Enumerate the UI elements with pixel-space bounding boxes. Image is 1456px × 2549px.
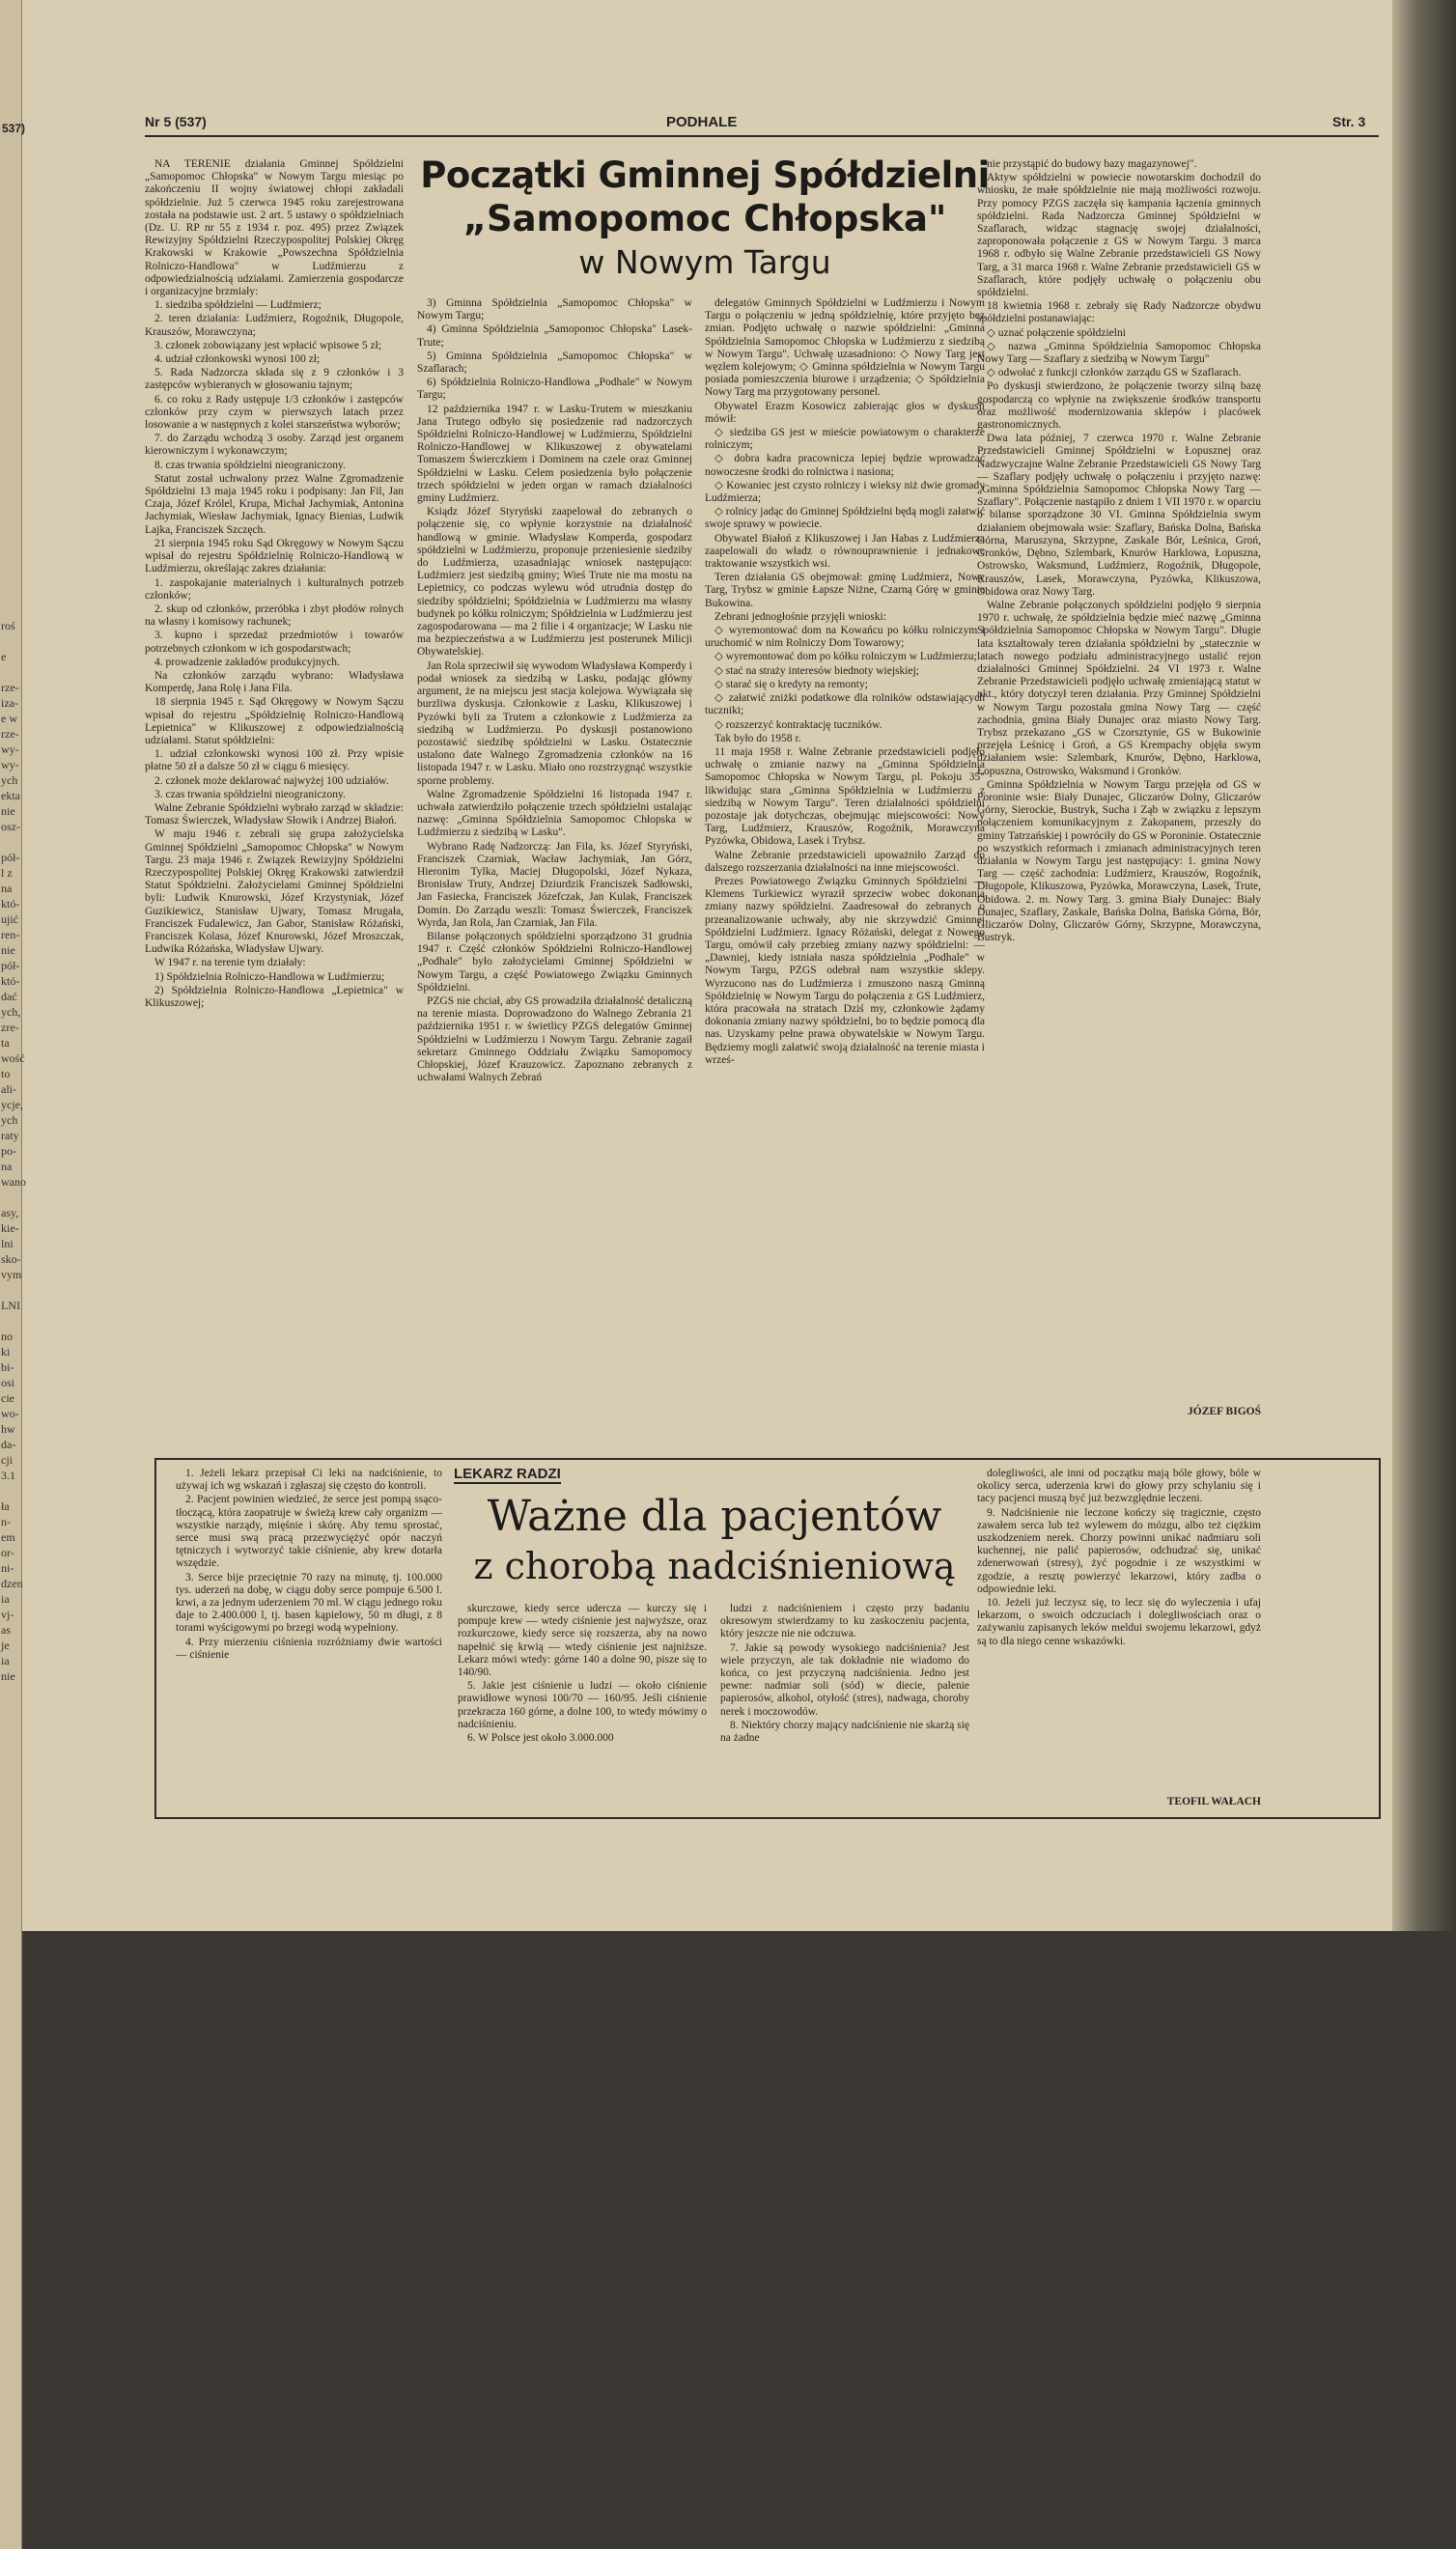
paragraph: 4. Przy mierzeniu ciśnienia rozróżniamy dwie wartości — ciśnienie <box>176 1636 442 1661</box>
gutter-fragment <box>0 633 21 649</box>
paragraph: 1. udział członkowski wynosi 100 zł. Przy wpisie płatne 50 zł a dalsze 50 zł w ciągu 6 miesięcy. <box>145 748 404 773</box>
paragraph: ◇ rolnicy jadąc do Gminnej Spółdzielni będą mogli załatwić swoje sprawy w powiecie. <box>705 506 985 531</box>
paragraph: Zebrani jednogłośnie przyjęli wnioski: <box>714 610 886 623</box>
gutter-fragment: cji <box>1 1453 13 1467</box>
gutter-fragment: e w <box>1 712 17 725</box>
paragraph: 8. Niektóry chorzy mający nadciśnienie nie skarżą się na żadne <box>720 1719 969 1745</box>
paragraph: 12 października 1947 r. w Lasku-Trutem w mieszkaniu Jana Trutego odbyło się posiedzenie rad nadzorczych Spółdzielni Rolniczo-Handlowej w Ludźmierzu, Spółdzielni Rolniczo-Handlowej w Klikuszowej z obywatelami Tomaszem Świerczkiem i Dominem na czele oraz Gminnej Spółdzielni w Lasku. Celem posiedzenia było połączenie trzech spółdzielni w jeden organ w ramach działalności gminy Ludźmierz. <box>417 403 692 505</box>
gutter-fragment: osz- <box>1 820 20 833</box>
gutter-fragment: ła <box>1 1499 10 1513</box>
paragraph: 2. Pacjent powinien wiedzieć, że serce jest pompą ssąco-tłoczącą, która zaopatruje w świeżą krew cały organizm — wszystkie narządy, mięśnie i skórę. Aby temu sprostać, serce musi swą pracą przezwyciężyć opór naczyń tętniczych i wytworzyć takie ciśnienie, aby krew dotarła wszędzie. <box>176 1494 442 1570</box>
paragraph: W maju 1946 r. zebrali się grupa założycielska Gminnej Spółdzielni „Samopomoc Chłopska" w Nowym Targu. 23 maja 1946 r. Związek Rewizyjny Spółdzielni Rzeczypospolitej Polskiej Okręg Krakowski zatwierdził Statut Spółdzielni. Założycielami Gminnej Spółdzielni byli: Ludwik Knurowski, Józef Krzystyniak, Józef Guzikiewicz, Stanisław Ujwary, Tomasz Mrugała, Franciszek Fudalewicz, Jan Gabor, Stanisław Różański, Franciszek Kolasa, Józef Knurowski, Józef Mroszczak, Ludwika Różańska, Władysław Ujwary. <box>145 828 404 956</box>
gutter-fragment: or- <box>1 1546 14 1559</box>
paragraph: 7. do Zarządu wchodzą 3 osoby. Zarząd jest organem kierowniczym i wykonawczym; <box>145 433 404 458</box>
gutter-fragment: no <box>1 1330 13 1343</box>
gutter-fragment: LNI <box>1 1299 20 1312</box>
gutter-fragment: je <box>1 1639 10 1652</box>
medical-signature: TEOFIL WAŁACH <box>1166 1796 1261 1807</box>
paragraph: Dwa lata później, 7 czerwca 1970 r. Walne Zebranie Przedstawicieli Gminnej Spółdzielni w Łopusznej oraz Nadzwyczajne Walne Zebranie Przedstawicieli GS Nowy Targ — Szaflary podjęły uchwałę o połączeniu i przyjęto nazwę: „Gminna Spółdzielnia Samopomoc Chłopska Nowy Targ — Szaflary". Połączenie nastąpiło z dniem 1 VII 1970 r. w oparciu o bilanse sporządzone 30 VI. Gminna Spółdzielnia swym działaniem obejmowała wsie: Szaflary, Bańska Dolna, Bańska Górna, Maruszyna, Skrzypne, Zaskale Bór, Leśnica, Groń, Gronków, Dębno, Szlembark, Knurów Harklowa, Łopuszna, Ostrowsko, Waksmund, Ludźmierz, Rogoźnik, Długopole, Krauszów, Lasek, Morawczyna, Pyzówka, Klikuszowa, Obidowa oraz Nowy Targ. <box>977 433 1261 598</box>
gutter-fragment: l z <box>1 866 13 880</box>
paragraph: 2. członek może deklarować najwyżej 100 udziałów. <box>154 774 389 787</box>
paragraph: Ksiądz Józef Styryński zaapelował do zebranych o połączenie się, co wpłynie korzystnie na działalność handlową w gminie. Władysław Komperda, gospodarz spółdzielni w Ludźmierzu, proponuje przeniesienie siedziby do Ludźmierza, uzasadniając wniosek następująco: Ludźmierz jest siedzibą gminy; Wieś Trute nie ma mostu na Lepietnicy, co podczas wylewu wód utrudnia dostęp do siedziby spółdzielni; Spółdzielnia w Ludźmierzu ma własny budynek po kółku rolniczym; Spółdzielnia w Ludźmierzu jest zagospodarowana — ma 2 filie i 4 organizacje; W Lasku nie ma bezpieczeństwa a w Ludźmierzu jest posterunek Milicji Obywatelskiej. <box>417 506 692 658</box>
paragraph: 9. Nadciśnienie nie leczone kończy się tragicznie, często zawałem serca lub też wylewem do mózgu, albo też ciężkim uszkodzeniem nerek. Chorzy powinni unikać nadmiaru soli kuchennej, nie palić papierosów, odchudzać się, unikać zdenerwowań (stresy), żyć pogodnie i ze wszystkimi w zgodzie, a resztę powierzyć lekarzowi, który zadba o odpowiednie leki. <box>977 1506 1261 1595</box>
gutter-fragment: na <box>1 882 13 895</box>
gutter-fragment: ni- <box>1 1561 14 1575</box>
paragraph: 1. siedziba spółdzielni — Ludźmierz; <box>154 299 322 312</box>
gutter-fragment: pół- <box>1 851 20 864</box>
gutter-fragment: ekta <box>1 789 20 802</box>
paragraph: 11 maja 1958 r. Walne Zebranie przedstawicieli podjęło uchwałę o zmianie nazwy na „Gminna Spółdzielnia Samopomoc Chłopska w Nowym Targu, pl. Pokoju 35" likwidując stara „Gminna Spółdzielnia w Ludźmierzu z siedzibą w Nowym Targu". Teren działalności spółdzielni pozostaje jak dotychczas, obejmując miejscowości: Nowy Targ, Ludźmierz, Krauszów, Rogoźnik, Morawczyna Pyzówka, Obidowa, Lasek i Trybsz. <box>705 745 985 848</box>
paragraph: Prezes Powiatowego Związku Gminnych Spółdzielni — Klemens Turkiewicz wyraził sprzeciw wobec dokonania zmiany nazwy spółdzielni. Zaadresował do zebranych o przeanalizowanie uchwały, aby nie skrzywdzić Gminnej Spółdzielni Ludźmierz. Ignacy Różański, delegat z Nowego Targu, omówił cały przebieg zmiany nazwy spółdzielni: — „Dawniej, kiedy istniała nasza spółdzielnia „Podhale" w Nowym Targu, PZGS odebrał nam wszystkie sklepy. Wyrzucono nas do Ludźmierza i zmuszono naszą Gminną Spółdzielnię w Nowym Targu do połączenia z GS Ludźmierz, która pracowała na stratach Dziś my, członkowie żądamy dokonania zmiany nazwy spółdzielni, bo to będzie pomocą dla nas. Uzyskamy pełne prawa obywatelskie w Nowym Targu. Będziemy mogli załatwić swoją działalność na terenie miasta i wrześ- <box>705 875 985 1066</box>
page-number: Str. 3 <box>1332 114 1366 129</box>
paragraph: 6. co roku z Rady ustępuje 1/3 członków i zastępców członków przy czym w pierwszych latach przez losowanie a w następnych z kolei starszeństwa wyborów; <box>145 393 404 432</box>
left-page-gutter <box>0 0 26 2549</box>
gutter-fragment: e <box>1 650 7 663</box>
gutter-fragment: nie <box>1 804 15 818</box>
paragraph: ◇ siedziba GS jest w mieście powiatowym o charakterze rolniczym; <box>705 427 985 452</box>
medical-headline-2: z chorobą nadciśnieniową <box>473 1545 956 1587</box>
article-column-3 <box>705 297 985 1423</box>
gutter-fragment: po- <box>1 1144 16 1158</box>
paragraph: ◇ rozszerzyć kontraktację tuczników. <box>714 718 882 731</box>
gutter-fragment: nie <box>1 943 15 957</box>
paragraph: ◇ Kowaniec jest czysto rolniczy i wieksy niż dwie gromady Ludźmierza; <box>705 479 985 505</box>
gutter-fragment: vym <box>1 1268 22 1281</box>
gutter-fragment <box>0 1190 21 1205</box>
paragraph: 10. Jeżeli już leczysz się, to lecz się do wyleczenia i ufaj lekarzom, o swoich odczuciach i dolegliwościach oraz o zażywaniu zapisanych leków meldui swojemu lekarzowi, gdyż są to dla niego cenne wskazówki. <box>977 1597 1261 1647</box>
gutter-fragment <box>0 664 21 680</box>
gutter-fragment: wy- <box>1 758 19 771</box>
paragraph: 4) Gminna Spółdzielnia „Samopomoc Chłopska" Lasek-Trute; <box>417 323 692 349</box>
gutter-fragment: iza- <box>1 696 18 710</box>
gutter-fragment: 3.1 <box>1 1469 15 1482</box>
paragraph: Aktyw spółdzielni w powiecie nowotarskim dochodził do wniosku, że małe spółdzielnie nie mają możliwości rozwoju. Przy pomocy PZGS zaczęła się kampania łączenia gminnych spółdzielni. Rada Nadzorcza Gminnej Spółdzielni w Szaflarach, widząc stagnację swojej działalności, zaproponowała połączenie z GS w Nowym Targu. 3 marca 1968 r. odbyło się Walne Zebranie przedstawicieli GS Nowy Targ, a 31 marca 1968 r. Walne Zebranie przedstawicieli GS w Szaflarach, które podjęły uchwałę o połączeniu obu spółdzielni. <box>977 172 1261 299</box>
article-column-2 <box>417 297 692 1423</box>
gutter-fragment: wość <box>1 1051 25 1065</box>
paragraph: Bilanse połączonych spółdzielni sporządzono 31 grudnia 1947 r. Część członków Spółdzielni Rolniczo-Handlowej „Podhale" było założycielami Gminnej Spółdzielni w Nowym Targu, a część Powiatowego Związku Gminnych Spółdzielni. <box>417 930 692 994</box>
paragraph: Teren działania GS obejmował: gminę Ludźmierz, Nowy Targ, Trybsz w gminie Łapsze Niżne, Czarną Górę w gminie Bukowina. <box>705 572 985 609</box>
gutter-fragment: da- <box>1 1438 16 1451</box>
gutter-fragment <box>0 1483 21 1499</box>
article-column-4 <box>977 158 1261 1365</box>
paragraph: W 1947 r. na terenie tym działały: <box>154 957 306 969</box>
gutter-fragment: ta <box>1 1036 10 1050</box>
gutter-fragment: wy- <box>1 742 19 756</box>
gutter-fragment: cie <box>1 1391 14 1405</box>
gutter-fragment: pół- <box>1 959 20 972</box>
paragraph: 6. W Polsce jest około 3.000.000 <box>467 1732 614 1745</box>
paragraph: ◇ starać się o kredyty na remonty; <box>714 678 868 690</box>
gutter-fragment: któ- <box>1 974 20 988</box>
title-line-2: „Samopomoc Chłopska" <box>462 198 947 239</box>
article-title <box>415 154 994 284</box>
paragraph: Walne Zebranie połączonych spółdzielni podjęło 9 sierpnia 1970 r. uchwałę, że spółdzielnia będzie mieć nazwę „Gminna Spółdzielnia Samopomoc Chłopska w Nowym Targu". Długie lata kształtowały teren działania spółdzielni by „statecznie w latach nowego podziału administracyjnego ustalić rejon działalności Gminnej Spółdzielni. 24 VI 1973 r. Walne Zebranie Przedstawicieli podjęło uchwałę zmieniającą statut w pkt., który dotyczył teren działania. Przy Gminnej Spółdzielni w Nowym Targu pozostała gmina Nowy Targ — część zachodnia, gmina Biały Dunajec oraz miasto Nowy Targ. Trybsz przekazano „GS w Czorsztynie, GS w Bukowinie przejęła Leśnicę i Groń, a GS Krempachy objęła swym działaniem wsie: Szlembark, Knurów, Dębno, Harklowa, Łopuszna, Ostrowsko, Waksmund i Gronków. <box>977 599 1261 777</box>
gutter-fragment: kie- <box>1 1221 19 1235</box>
gutter-fragment: to <box>1 1067 11 1080</box>
gutter-fragment: asy, <box>1 1206 19 1219</box>
gutter-fragment: raty <box>1 1129 19 1142</box>
gutter-fragment: hw <box>1 1422 15 1436</box>
gutter-fragment: ycje, <box>1 1098 23 1111</box>
paragraph: Obywatel Białoń z Klikuszowej i Jan Habas z Ludźmierza zaapelowali do władz o równouprawnienie i jednakowe traktowanie wszystkich wsi. <box>705 532 985 571</box>
paragraph: Walne Zebranie przedstawicieli upoważniło Zarząd do dalszego rozszerzania działalności na inne miejscowości. <box>705 849 985 874</box>
paper-name: PODHALE <box>666 114 738 130</box>
gutter-fragment: ujić <box>1 912 18 926</box>
gutter-fragment: lni <box>1 1237 14 1250</box>
medical-column-4 <box>977 1468 1261 1792</box>
paragraph: 18 kwietnia 1968 r. zebrały się Rady Nadzorcze obydwu spółdzielni postanawiając: <box>977 300 1261 325</box>
medical-column-3 <box>720 1603 969 1807</box>
gutter-fragment: ali- <box>1 1082 16 1096</box>
gutter-fragment: n- <box>1 1515 11 1528</box>
medical-headline <box>463 1492 966 1590</box>
gutter-fragment <box>0 1282 21 1298</box>
paragraph: ◇ wyremontować dom na Kowańcu po kółku rolniczym i uruchomić w nim Rolniczy Dom Towarowy; <box>705 625 985 650</box>
paragraph: Statut został uchwalony przez Walne Zgromadzenie Spółdzielni 13 maja 1945 roku i podpisany: Jan Fil, Jan Czaja, Józef Królel, Krupa, Michał Jachymiak, Antonina Jachymiak, Wiesław Jachymiak, Ignacy Bienias, Ludwik Lajka, Franciszek Szczęch. <box>145 472 404 536</box>
medical-headline-1: Ważne dla pacjentów <box>487 1492 942 1541</box>
gutter-fragment: rze- <box>1 681 19 694</box>
gutter-fragment: ia <box>1 1592 10 1606</box>
gutter-fragment: vj- <box>1 1608 14 1621</box>
gutter-fragment: sko- <box>1 1252 21 1266</box>
gutter-fragment: na <box>1 1160 13 1173</box>
paragraph: 2) Spółdzielnia Rolniczo-Handlowa „Lepietnica" w Klikuszowej; <box>145 984 404 1009</box>
paragraph: delegatów Gminnych Spółdzielni w Ludźmierzu i Nowym Targu o połączeniu w jedną spółdzielnię, które przyjęto bez zmian. Podjęto uchwałę o nazwie spółdzielni: „Gminna Spółdzielnia Samopomoc Chłopska w Ludźmierzu z siedzibą w Nowym Targu". Uchwałę uzasadniono: ◇ Nowy Targ jest węzłem kolejowym; ◇ Gminna spółdzielnia w Nowym Targu posiada pomieszczenia biurowe i urządzenia; ◇ Spółdzielnia Nowy Targ ma przygotowany personel. <box>705 297 985 399</box>
paragraph: 3. kupno i sprzedaż przedmiotów i towarów potrzebnych członkom w ich gospodarstwach; <box>145 630 404 655</box>
paragraph: 1) Spółdzielnia Rolniczo-Handlowa w Ludźmierzu; <box>154 970 385 983</box>
paragraph: Tak było do 1958 r. <box>714 732 801 744</box>
paragraph: Wybrano Radę Nadzorczą: Jan Fila, ks. Józef Styryński, Franciszek Czarniak, Wacław Jachymiak, Jan Górz, Hieronim Tylka, Maciej Długopolski, Józef Nykaza, Bronisław Truty, Andrzej Dziurdzik Franciszek Sadłowski, Jan Fasiecka, Franciszek Józefczak, Jan Kulak, Franciszek Domin. Do Zarządu weszli: Tomasz Świerczek, Franciszek Wyrda, Jan Rola, Jan Czarniak, Jan Fila. <box>417 840 692 929</box>
gutter-fragment: ych, <box>1 1005 21 1019</box>
paragraph: 4. udział członkowski wynosi 100 zł; <box>154 353 321 366</box>
gutter-fragment: ki <box>1 1345 11 1359</box>
gutter-fragment: dzen <box>1 1577 23 1590</box>
issue-number: Nr 5 (537) <box>145 114 207 129</box>
paragraph: ◇ stać na straży interesów biednoty wiejskiej; <box>714 664 919 677</box>
gutter-fragment: ych <box>1 773 18 787</box>
title-line-1: Początki Gminnej Spółdzielni <box>420 154 990 196</box>
article-signature: JÓZEF BIGOŚ <box>1188 1406 1261 1417</box>
paragraph: ◇ dobra kadra pracownicza lepiej będzie wprowadzać nowoczesne środki do rolnictwa i nasiona; <box>705 453 985 478</box>
paragraph: 1. Jeżeli lekarz przepisał Ci leki na nadciśnienie, to używaj ich wg wskazań i zgłaszaj się często do kontroli. <box>176 1468 442 1493</box>
paragraph: 5. Jakie jest ciśnienie u ludzi — około ciśnienie prawidłowe wynosi 100/70 — 160/95. Jeśli ciśnienie przekracza 160 górne, a dolne 100, to wtedy mówimy o nadciśnieniu. <box>458 1680 707 1730</box>
gutter-fragment: as <box>1 1623 11 1637</box>
header-rule <box>145 135 1379 137</box>
paragraph: 18 sierpnia 1945 r. Sąd Okręgowy w Nowym Sączu wpisał do rejestru „Spółdzielnię Rolniczo-Handlową Lepietnica" w Klikuszowej z odpowiedzialnością udziałami. Statut spółdzielni: <box>145 696 404 746</box>
paragraph: 2. teren działania: Ludźmierz, Rogoźnik, Długopole, Krauszów, Morawczyna; <box>145 313 404 338</box>
paragraph: Po dyskusji stwierdzono, że połączenie tworzy silną bazę gospodarczą co wpłynie na zwiększenie środków transportu oraz możliwość modernizowania sklepów i placówek gastronomicznych. <box>977 380 1261 432</box>
paragraph: 5. Rada Nadzorcza składa się z 9 członków i 3 zastępców wybieranych w głosowaniu tajnym; <box>145 367 404 392</box>
paragraph: 6) Spółdzielnia Rolniczo-Handlowa „Podhale" w Nowym Targu; <box>417 377 692 402</box>
paragraph: 21 sierpnia 1945 roku Sąd Okręgowy w Nowym Sączu wpisał do rejestru Spółdzielnię Rolniczo-Handlową w Ludźmierzu, określając zakres działania: <box>145 537 404 575</box>
article-column-1 <box>145 158 404 1423</box>
medical-column-2 <box>458 1603 707 1807</box>
gutter-fragment: zre- <box>1 1021 19 1034</box>
gutter-fragment: ren- <box>1 928 20 941</box>
gutter-fragment: roś <box>1 619 15 632</box>
paragraph: PZGS nie chciał, aby GS prowadziła działalność detaliczną na terenie miasta. Doprowadzono do Walnego Zebrania 21 października 1951 r. w świetlicy PZGS delegatów Gminnej Spółdzielni w Ludźmierzu i Nowym Targu. Zebranie zagaił sekretarz Gminnego Oddziału Związku Samopomocy Chłopskiej, Józef Krauzowicz. Zapoznano zebranych z uchwałami Walnych Zebrań <box>417 994 692 1084</box>
gutter-fragment: rze- <box>1 727 19 741</box>
left-page-clip: 537) <box>2 122 26 135</box>
paragraph: ◇ nazwa „Gminna Spółdzielnia Samopomoc Chłopska Nowy Targ — Szaflary z siedzibą w Nowym Targu" <box>977 340 1261 366</box>
paragraph: ◇ uznać połączenie spółdzielni <box>987 326 1126 339</box>
paragraph: Walne Zgromadzenie Spółdzielni 16 listopada 1947 r. uchwała zatwierdziło połączenie trzech spółdzielni ustalając nazwę: „Gminna Spółdzielnia Samopomoc Chłopska w Ludźmierzu z siedzibą w Lasku". <box>417 788 692 839</box>
paragraph: ◇ załatwić zniżki podatkowe dla rolników odstawiających tuczniki; <box>705 692 985 717</box>
gutter-fragment: ia <box>1 1654 10 1667</box>
paragraph: ◇ wyremontować dom po kółku rolniczym w Ludźmierzu; <box>714 651 977 663</box>
paragraph: Obywatel Erazm Kosowicz zabierając głos w dyskusji mówił: <box>705 400 985 425</box>
gutter-fragment: któ- <box>1 897 20 910</box>
page-edge-shadow <box>1392 0 1456 1931</box>
gutter-fragment: dać <box>1 990 17 1003</box>
paragraph: NA TERENIE działania Gminnej Spółdzielni „Samopomoc Chłopska" w Nowym Targu miesiąc po zakończeniu II wojny światowej chłopi zakładali spółdzielnie. Już 5 czerwca 1945 roku zarejestrowana została na podstawie ust. 2 art. 5 ustawy o spółdzielniach (Dz. U. RP nr 55 z 1934 r. poz. 495) przez Związek Rewizyjny Spółdzielni Rzeczypospolitej Polskiej Okręg Krakowski w Krakowie „Powszechna Spółdzielnia Rolniczo-Handlowa" w Ludźmierzu z odpowiedzialnością udziałami. Zamierzenia gospodarcze i organizacyjne brzmiały: <box>145 158 404 298</box>
paragraph: 5) Gminna Spółdzielnia „Samopomoc Chłopska" w Szaflarach; <box>417 350 692 376</box>
gutter-fragment <box>0 1313 21 1329</box>
gutter-fragment: bi- <box>1 1360 14 1374</box>
paragraph: skurczowe, kiedy serce udercza — kurczy się i pompuje krew — wtedy ciśnienie jest najwyższe, oraz rozkurczowe, kiedy serce się rozszerza, aby na nowo napełnić się krwią — wtedy ciśnienie jest najniższe. Lekarz mówi wtedy: górne 140 a dolne 90, pisze się to 140/90. <box>458 1603 707 1679</box>
gutter-fragment <box>0 834 21 850</box>
gutter-fragment: ych <box>1 1113 18 1127</box>
paragraph: 3. czas trwania spółdzielni nieograniczony. <box>154 788 346 800</box>
paragraph: nie przystąpić do budowy bazy magazynowej". <box>987 158 1197 170</box>
gutter-fragment: em <box>1 1530 15 1544</box>
paragraph: 3) Gminna Spółdzielnia „Samopomoc Chłopska" w Nowym Targu; <box>417 297 692 322</box>
section-label: LEKARZ RADZI <box>454 1466 561 1482</box>
title-line-3: w Nowym Targu <box>578 243 831 281</box>
gutter-fragment: osi <box>1 1376 15 1389</box>
paragraph: Jan Rola sprzeciwił się wywodom Władysława Komperdy i podał wniosek za siedzibą w Lasku, podając główny argument, że na miejscu jest stacja kolejowa. Wywiązała się burzliwa dyskusja. Członkowie z Lasku, Klikuszowej i Pyzówki byli za Trutem a członkowie z Ludźmierza za siedzibą w Ludźmierzu. Po dyskusji postanowiono pozostawić siedzibę spółdzielni w Lasku. Ostatecznie ustalono date Walnego Zgromadzenia członków na 16 listopada 1947 r. w Lasku. Miało ono rozstrzygnąć wszystkie sporne problemy. <box>417 659 692 787</box>
paragraph: 8. czas trwania spółdzielni nieograniczony. <box>154 459 346 471</box>
paragraph: Walne Zebranie Spółdzielni wybrało zarząd w składzie: Tomasz Świerczek, Władysław Słowik i Andrzej Białoń. <box>145 801 404 827</box>
gutter-fragment: nie <box>1 1669 15 1683</box>
paragraph: dolegliwości, ale inni od początku mają bóle głowy, bóle w okolicy serca, uderzenia krwi do głowy przy schylaniu się i tacy pacjenci muszą być już bezwzględnie leczeni. <box>977 1468 1261 1505</box>
gutter-fragment: wo- <box>1 1407 19 1420</box>
paragraph: Na członków zarządu wybrano: Władysława Komperdę, Jana Rolę i Jana Fila. <box>145 669 404 695</box>
paragraph: 3. Serce bije przeciętnie 70 razy na minutę, tj. 100.000 tys. uderzeń na dobę, w ciągu doby serce pompuje 6.500 l. krwi, a za jednym uderzeniem 70 ml. W ciągu jednego roku daje to 2.400.000 l, tj. basen kąpielowy, 50 m długi, z 8 torami wyścigowymi po brzegi wodą wypełniony. <box>176 1571 442 1635</box>
paragraph: ludzi z nadciśnieniem i często przy badaniu okresowym stwierdzamy to ku zaskoczeniu pacjenta, który jeszcze nie nie odczuwa. <box>720 1603 969 1640</box>
paragraph: 2. skup od członków, przeróbka i zbyt płodów rolnych na własny i komisowy rachunek; <box>145 602 404 629</box>
paragraph: 7. Jakie są powody wysokiego nadciśnienia? Jest wiele przyczyn, ale tak dokładnie nie wiadomo do końca, co jest przyczyną nadciśnienia. Jedno jest pewne: nadmiar soli (sód) w diecie, palenie papierosów, alkohol, otyłość (stres), nadwaga, choroby nerek i moczowodów. <box>720 1641 969 1718</box>
gutter-fragment: wano <box>1 1175 26 1189</box>
paragraph: 1. zaspokajanie materialnych i kulturalnych potrzeb członków; <box>145 576 404 602</box>
paragraph: 4. prowadzenie zakładów produkcyjnych. <box>154 656 340 668</box>
paragraph: ◇ odwołać z funkcji członków zarządu GS w Szaflarach. <box>987 367 1242 379</box>
medical-column-1 <box>176 1468 442 1807</box>
paragraph: 3. członek zobowiązany jest wpłacić wpisowe 5 zł; <box>154 339 382 351</box>
paragraph: Gminna Spółdzielnia w Nowym Targu przejęła od GS w Poroninie wsie: Biały Dunajec, Gliczarów Dolny, Gliczarów Górny, Sierockie, Bustryk, Sucha i Ząb w związku z lepszym połączeniem komunikacyjnym z Zakopanem, przeszły do gminy Tatrzańskiej i powróciły do GS w Poroninie. Ostatecznie po wszystkich reformach i zmianach administracyjnych teren działania w Nowym Targu jest następujący: 1. gmina Nowy Targ — część zachodnia: Ludźmierz, Krauszów, Rogoźnik, Długopole, Klikuszowa, Pyzówka, Morawczyna, Lasek, Trute, Obidowa. 2. m. Nowy Targ. 3. gmina Biały Dunajec: Biały Dunajec, Szaflary, Zaskale, Bańska Dolna, Bańska Górna, Bór, Gliczarów Dolny, Gliczarów Górny, Skrzypne, Morawczyna, Bustryk. <box>977 778 1261 944</box>
